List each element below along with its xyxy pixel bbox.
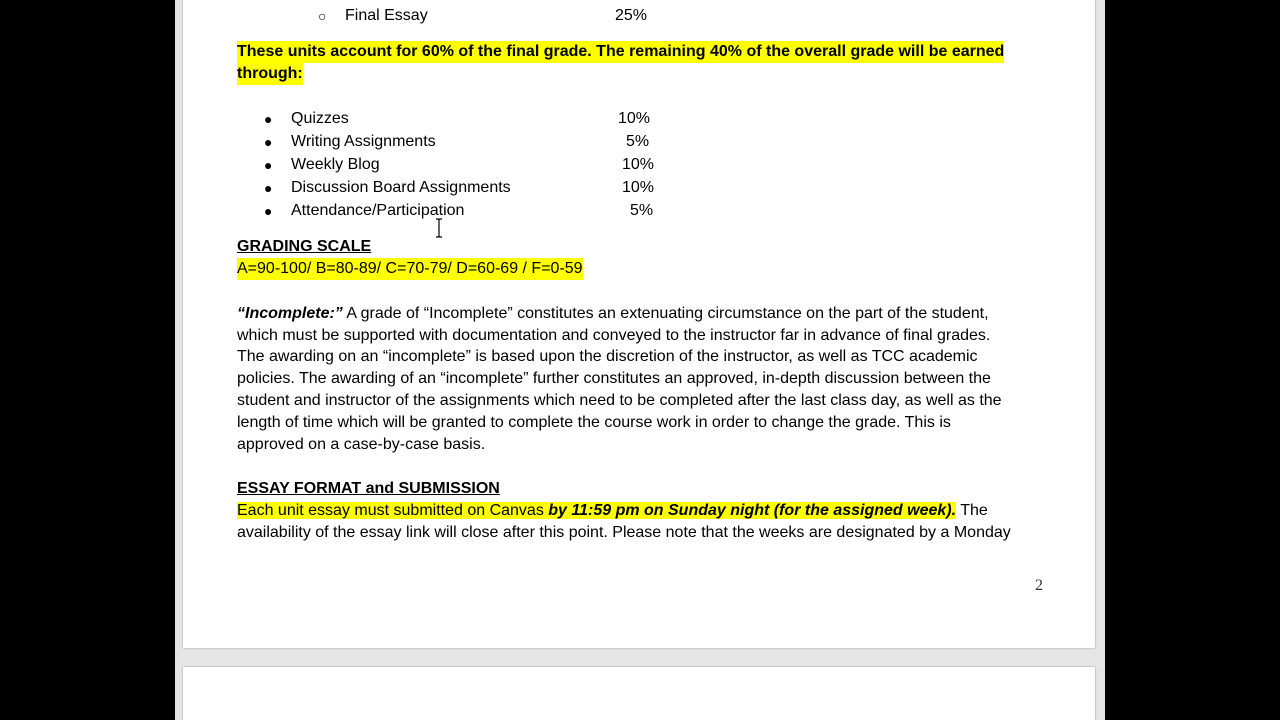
grade-item-percent: 10% — [622, 156, 655, 173]
bullet-icon: ● — [264, 134, 273, 150]
incomplete-text: A grade of “Incomplete” constitutes an extenuating circumstance on the part of the student, — [342, 305, 989, 322]
units-note-line1: These units account for 60% of the final grade. The remaining 40% of the overall grade will be earned — [237, 41, 1004, 63]
incomplete-line1 — [237, 303, 989, 325]
grade-item-percent: 10% — [622, 179, 655, 196]
sub-bullet-icon: ○ — [318, 8, 327, 24]
units-note-line2: through: — [237, 63, 303, 85]
incomplete-line: which must be supported with documentation and conveyed to the instructor far in advance of final grades. — [237, 327, 991, 344]
essay-format-line1: Each unit essay must submitted on Canvas by 11:59 pm on Sunday night (for the assigned week). The — [237, 502, 988, 519]
essay-deadline-highlight: Each unit essay must submitted on Canvas by 11:59 pm on Sunday night (for the assigned week). — [237, 502, 957, 519]
essay-deadline: by 11:59 pm on Sunday night (for the assigned week). — [548, 502, 957, 519]
grading-scale-heading: GRADING SCALE — [237, 238, 372, 255]
bullet-icon: ● — [264, 203, 273, 219]
text-cursor-icon — [433, 218, 445, 238]
incomplete-line: length of time which will be granted to complete the course work in order to change the grade. This is — [237, 414, 951, 431]
grade-item-label: Attendance/Participation — [291, 202, 465, 219]
grade-item-percent: 5% — [630, 202, 654, 219]
grading-scale-values: A=90-100/ B=80-89/ C=70-79/ D=60-69 / F=0-59 — [237, 258, 583, 280]
incomplete-line: approved on a case-by-case basis. — [237, 436, 486, 453]
document-page[interactable] — [183, 0, 1095, 648]
page-number: 2 — [1035, 577, 1043, 594]
grade-item-percent: 10% — [618, 110, 651, 127]
grade-item-label: Discussion Board Assignments — [291, 179, 511, 196]
bullet-icon: ● — [264, 180, 273, 196]
incomplete-line: The awarding on an “incomplete” is based upon the discretion of the instructor, as well as TCC academic — [237, 348, 978, 365]
incomplete-line: policies. The awarding of an “incomplete” further constitutes an approved, in-depth discussion between the — [237, 370, 991, 387]
sub-item-label: Final Essay — [345, 7, 428, 24]
bullet-icon: ● — [264, 111, 273, 127]
incomplete-line: student and instructor of the assignments which need to be completed after the last class day, as well as the — [237, 392, 1002, 409]
next-document-page[interactable] — [183, 667, 1095, 720]
grade-item-label: Writing Assignments — [291, 133, 436, 150]
grade-item-percent: 5% — [626, 133, 650, 150]
essay-format-line2: availability of the essay link will close after this point. Please note that the weeks are designated by a Monday — [237, 524, 1011, 541]
sub-item-percent: 25% — [615, 7, 648, 24]
bullet-icon: ● — [264, 157, 273, 173]
document-viewer[interactable] — [175, 0, 1105, 720]
essay-format-heading: ESSAY FORMAT and SUBMISSION — [237, 480, 500, 497]
incomplete-term: “Incomplete:” — [237, 305, 343, 322]
grade-item-label: Quizzes — [291, 110, 349, 127]
grade-item-label: Weekly Blog — [291, 156, 380, 173]
